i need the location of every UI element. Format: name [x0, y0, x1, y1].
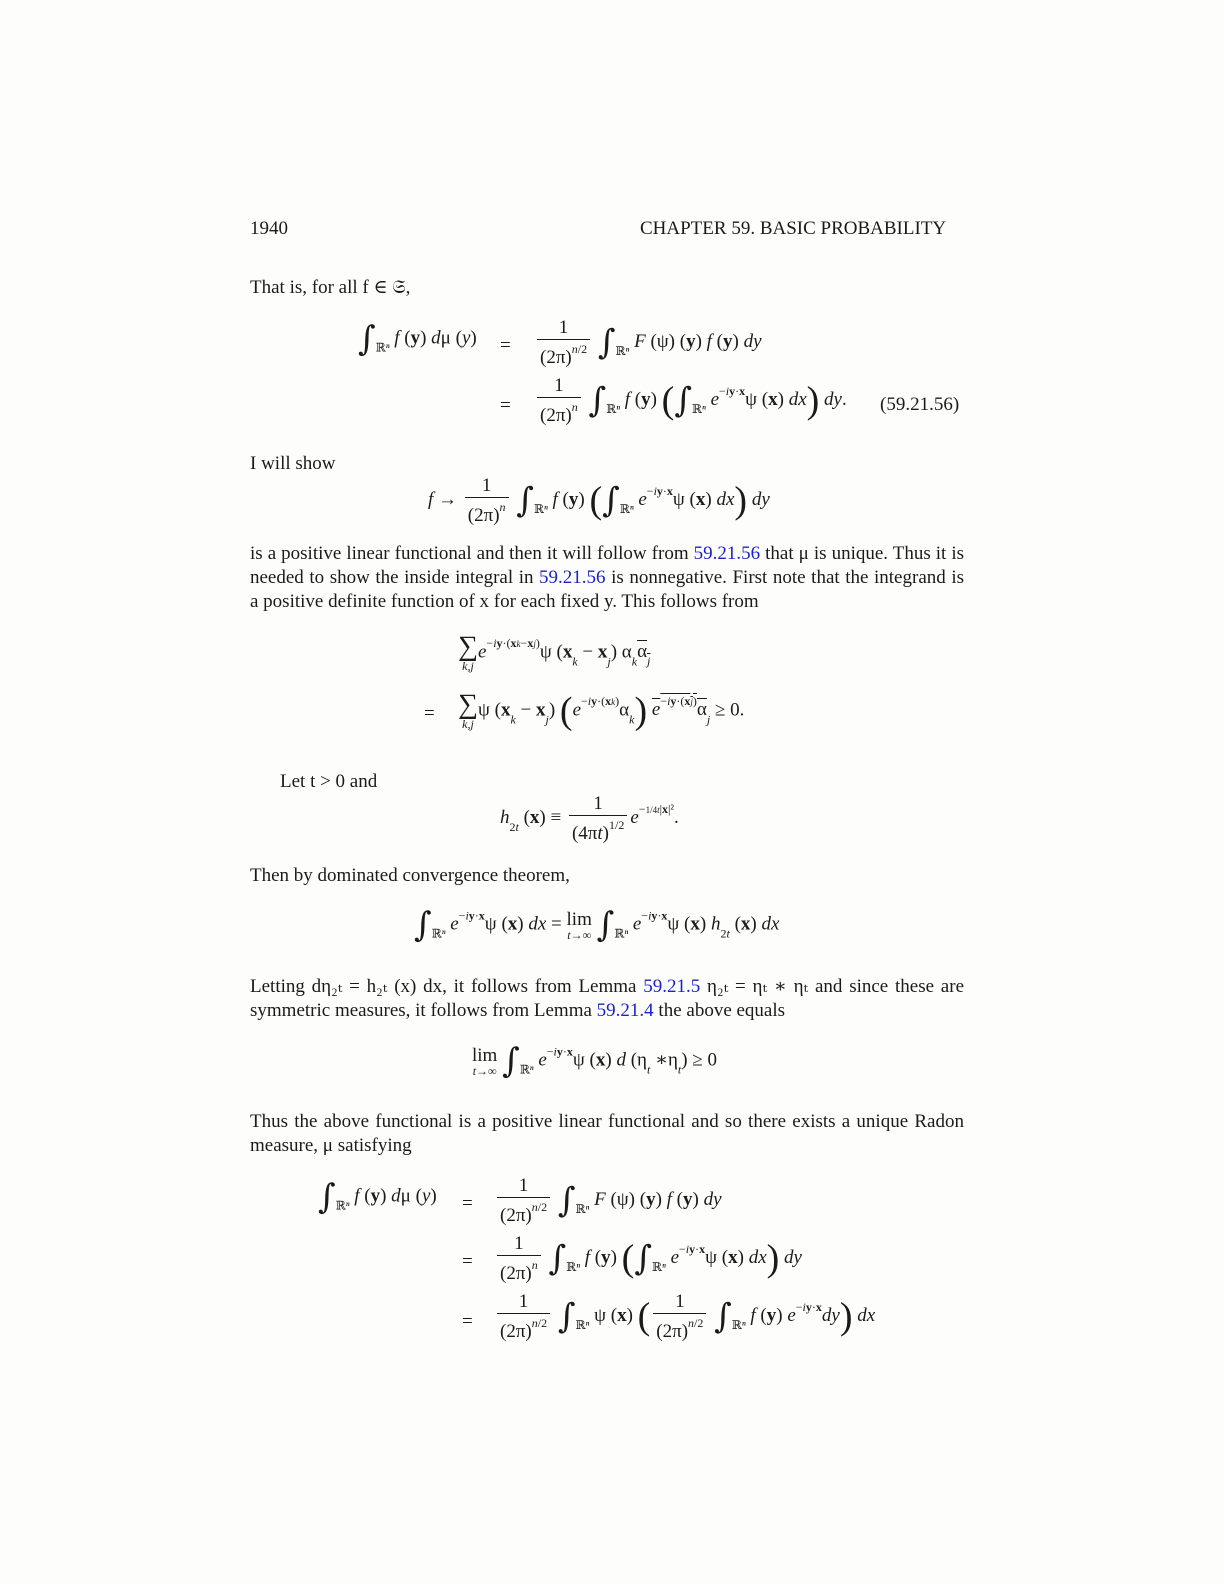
paragraph-show: I will show	[250, 453, 336, 474]
equals-sign: =	[500, 335, 511, 356]
equals-sign: =	[462, 1311, 473, 1332]
equals-sign: =	[462, 1193, 473, 1214]
equation-7-rhs-1: $\frac{1}{(2\pi)^{n/2}}$ $\int_{ℝ^n}$ F (ψ) (y) f (y) dy	[494, 1176, 722, 1225]
equation-sum-1: ∑ k,j $e^{-iy\cdot(xk-xj)}\psi$ $(x_k - x_j)$ $\alpha_k\alpha_j$	[458, 631, 651, 673]
equation-1-lhs: $\int_{ℝ^n}$ f (y) dμ (y)	[358, 319, 477, 359]
paragraph-let-t: Let t > 0 and	[280, 771, 378, 792]
paragraph-letting	[250, 975, 964, 1023]
equals-sign: =	[500, 395, 511, 416]
lemma-link[interactable]: 59.21.4	[596, 1000, 654, 1021]
equation-convolution-limit: lim t→∞ $\int_{ℝ^n}$ $e^{-iy\cdot x}\psi$ (x) d ($\eta_t$ $∗\eta_t) \ge 0$	[472, 1041, 718, 1081]
paragraph-dominated: Then by dominated convergence theorem,	[250, 865, 570, 886]
equation-sum-2: ∑ k,j ψ $(x_k - x_j)$ $(e^{-iy\cdot(xk)}\alpha_k) e^{-iy\cdot(xj)}\alpha_j \ge 0$.	[458, 689, 745, 732]
text-span: η₂ₜ = ηₜ ∗ ηₜ and since these are symmetric measures, it follows from Lemma	[250, 976, 964, 1021]
equation-functional: f → $\frac{1}{(2\pi)^n}$ $\int_{ℝ^n}$ f (y) ($\int_{ℝ^n}$ $e^{-iy\cdot x}\psi$ (x) dx) dy	[428, 475, 770, 526]
equation-7-lhs: $\int_{ℝ^n}$ f (y) dμ (y)	[318, 1177, 437, 1217]
page-number: 1940	[250, 218, 288, 239]
equals-sign: =	[424, 703, 435, 724]
equals-sign: =	[462, 1251, 473, 1272]
text-span: is nonnegative. First note that the integrand is a positive definite function of x for each fixed y. This follows from	[250, 567, 964, 612]
paragraph-radon: Thus the above functional is a positive linear functional and so there exists a unique Radon measure, μ satisfying	[250, 1111, 964, 1156]
text-span: the above equals	[653, 1000, 786, 1021]
lemma-link[interactable]: 59.21.5	[643, 976, 701, 997]
running-header: CHAPTER 59. BASIC PROBABILITY	[640, 218, 947, 239]
paragraph-positive-linear	[250, 542, 964, 614]
equation-7-rhs-2: $\frac{1}{(2\pi)^n}$ $\int_{ℝ^n}$ f (y) ($\int_{ℝ^n}$ $e^{-iy\cdot x}\psi$ (x) dx) dy	[494, 1234, 802, 1283]
equation-1-rhs: $\frac{1}{(2\pi)^{n/2}}$ $\int_{ℝ^n}$ F (ψ) (y) f (y) dy	[534, 318, 762, 367]
equation-number: (59.21.56)	[880, 394, 960, 415]
equation-heat-kernel: $h_{2t}$ (x) ≡ $\frac{1}{(4\pi t)^{1/2}}$ $e^{-1/4t|x|^2}$.	[500, 793, 679, 844]
paragraph-intro: That is, for all f ∈ 𝔖,	[250, 277, 411, 298]
equation-link[interactable]: 59.21.56	[693, 543, 761, 564]
text-span: is a positive linear functional and then it will follow from	[250, 543, 694, 564]
equation-link[interactable]: 59.21.56	[539, 567, 606, 588]
text-span: that μ is unique. Thus it is needed to show the inside integral in	[250, 543, 964, 588]
text-span: Letting dη₂ₜ = h₂ₜ (x) dx, it follows from Lemma	[250, 976, 644, 997]
equation-1-rhs-2: $\frac{1}{(2\pi)^n}$ $\int_{ℝ^n}$ f (y) ($\int_{ℝ^n}$ $e^{-iy\cdot x}\psi$ (x) dx) dy.	[534, 376, 847, 425]
equation-limit: $\int_{ℝ^n}$ $e^{-iy\cdot x}\psi$ (x) dx = lim t→∞ $\int_{ℝ^n}$ $e^{-iy\cdot x}\psi$ (x) $h_{2t}$ (x) dx	[414, 905, 780, 945]
equation-7-rhs-3: $\frac{1}{(2\pi)^{n/2}}$ $\int_{ℝ^n}$ ψ (x) ( $\frac{1}{(2\pi)^{n/2}}$ $\int_{ℝ^n}$ f (y) $e^{-iy\cdot x}dy$) dx	[494, 1292, 875, 1341]
